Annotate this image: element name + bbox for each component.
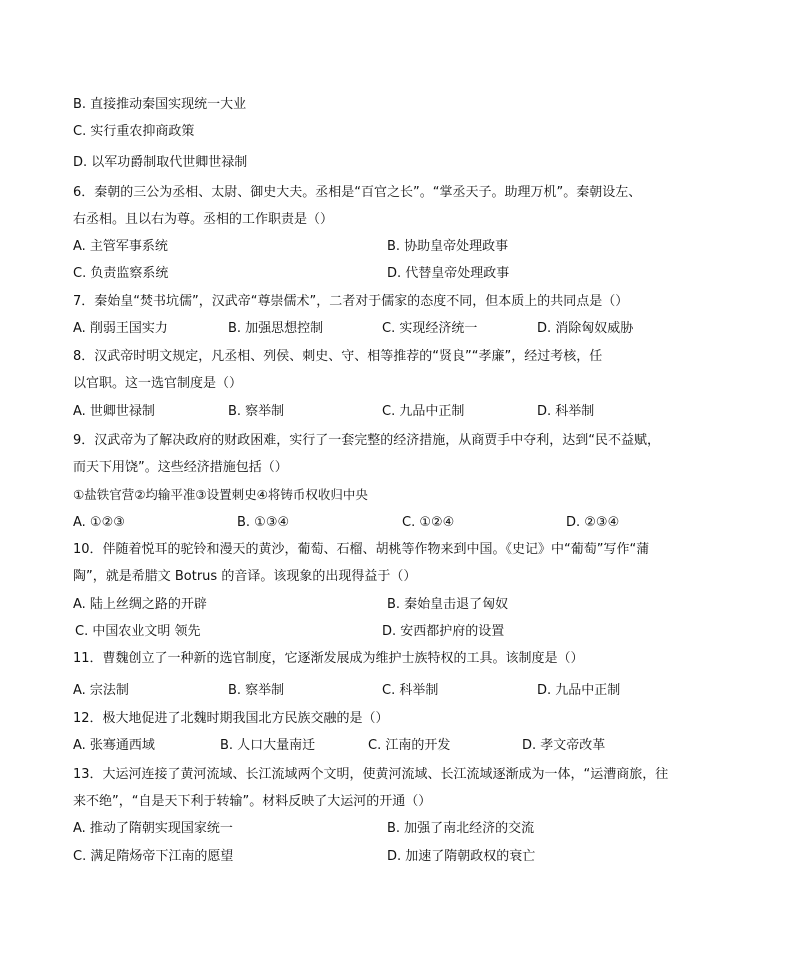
q9-stem-line2: 而天下用饶”。这些经济措施包括（） [73,460,288,475]
q6-option-c: C. 负责监察系统 [73,266,169,281]
q12-option-d: D. 孝文帝改革 [522,738,606,753]
option-c-line: C. 实行重农抑商政策 [73,124,195,139]
q11-stem: 11．曹魏创立了一种新的选官制度，它逐渐发展成为维护士族特权的工具。该制度是（） [73,651,584,666]
q13-option-b: B. 加强了南北经济的交流 [387,821,535,836]
q8-option-c: C. 九品中正制 [382,404,465,419]
q9-items: ①盐铁官营②均输平准③设置刺史④将铸币权收归中央 [73,487,368,502]
q8-stem-line1: 8．汉武帝时明文规定，凡丞相、列侯、刺史、守、相等推荐的“贤良”“孝廉”，经过考核，任 [73,349,603,364]
q6-stem-line2: 右丞相。且以右为尊。丞相的工作职责是（） [73,212,334,227]
q11-option-c: C. 科举制 [382,683,439,698]
q9-option-b: B. ①③④ [237,515,290,530]
q9-option-c: C. ①②④ [402,515,455,530]
q7-option-c: C. 实现经济统一 [382,321,478,336]
q11-option-d: D. 九品中正制 [537,683,621,698]
option-b-line: B. 直接推动秦国实现统一大业 [73,97,247,112]
option-d-line: D. 以军功爵制取代世卿世禄制 [73,155,248,170]
q12-option-b: B. 人口大量南迁 [220,738,316,753]
q13-stem-line2: 来不绝”，“自是天下利于转输”。材料反映了大运河的开通（） [73,794,432,809]
q8-stem-line2: 以官职。这一选官制度是（） [73,376,243,391]
q8-option-d: D. 科举制 [537,404,595,419]
q12-stem: 12．极大地促进了北魏时期我国北方民族交融的是（） [73,711,389,726]
q7-option-a: A. 削弱王国实力 [73,321,168,336]
q13-option-a: A. 推动了隋朝实现国家统一 [73,821,233,836]
q10-option-c: C. 中国农业文明 领先 [75,624,201,639]
q8-option-a: A. 世卿世禄制 [73,404,155,419]
q10-option-d: D. 安西都护府的设置 [382,624,505,639]
q9-option-a: A. ①②③ [73,515,125,530]
q13-option-c: C. 满足隋炀帝下江南的愿望 [73,849,234,864]
q13-option-d: D. 加速了隋朝政权的衰亡 [387,849,536,864]
q11-option-a: A. 宗法制 [73,683,129,698]
q6-stem-line1: 6．秦朝的三公为丞相、太尉、御史大夫。丞相是“百官之长”。“掌丞天子。助理万机”。秦朝设左、 [73,185,642,200]
q7-stem: 7．秦始皇“焚书坑儒”，汉武帝“尊崇儒术”，二者对于儒家的态度不同，但本质上的共同点是（） [73,294,629,309]
q8-option-b: B. 察举制 [228,404,285,419]
q7-option-d: D. 消除匈奴威胁 [537,321,634,336]
q10-option-a: A. 陆上丝绸之路的开辟 [73,597,207,612]
q10-stem-line1: 10．伴随着悦耳的驼铃和漫天的黄沙，葡萄、石榴、胡桃等作物来到中国。《史记》中“葡萄”写作“蒲 [73,542,650,557]
q6-option-d: D. 代替皇帝处理政事 [387,266,510,281]
q12-option-c: C. 江南的开发 [368,738,451,753]
q9-stem-line1: 9．汉武帝为了解决政府的财政困难，实行了一套完整的经济措施，从商贾手中夺利，达到“民不益赋， [73,433,661,448]
q6-option-b: B. 协助皇帝处理政事 [387,239,509,254]
q9-option-d: D. ②③④ [566,515,620,530]
q13-stem-line1: 13．大运河连接了黄河流域、长江流域两个文明，使黄河流域、长江流域逐渐成为一体，“运漕商旅，往 [73,767,669,782]
q12-option-a: A. 张骞通西域 [73,738,155,753]
q10-option-b: B. 秦始皇击退了匈奴 [387,597,509,612]
q7-option-b: B. 加强思想控制 [228,321,324,336]
q6-option-a: A. 主管军事系统 [73,239,168,254]
q11-option-b: B. 察举制 [228,683,285,698]
q10-stem-line2: 陶”，就是希腊文 Botrus 的音译。该现象的出现得益于（） [73,569,417,584]
